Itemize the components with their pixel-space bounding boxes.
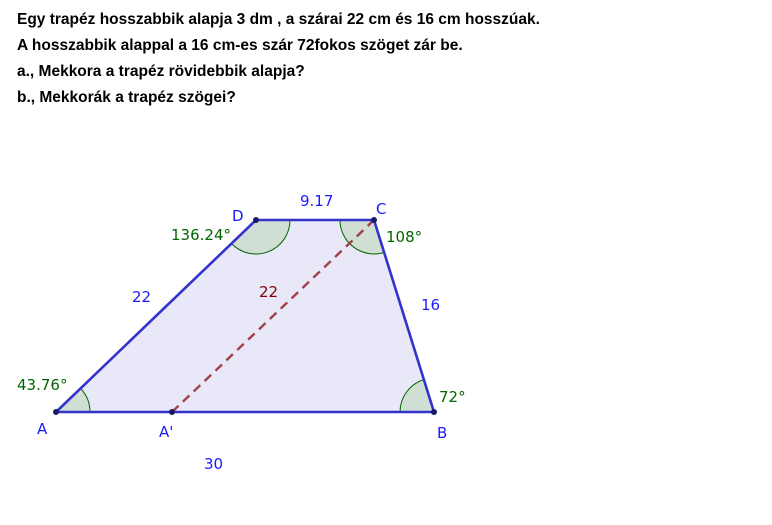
label-A-prime: A' (159, 423, 174, 441)
point-A-prime (169, 409, 175, 415)
problem-line-1: Egy trapéz hosszabbik alapja 3 dm , a szárai 22 cm és 16 cm hosszúak. (17, 11, 540, 28)
problem-line-3: a., Mekkora a trapéz rövidebbik alapja? (17, 63, 305, 80)
angle-label-D: 136.24° (171, 226, 231, 244)
label-C: C (376, 200, 387, 218)
angle-label-C: 108° (386, 228, 423, 246)
length-DC: 9.17 (300, 192, 334, 210)
point-A (53, 409, 59, 415)
label-D: D (232, 207, 244, 225)
point-D (253, 217, 259, 223)
angle-label-A: 43.76° (17, 376, 68, 394)
problem-line-4: b., Mekkorák a trapéz szögei? (17, 89, 236, 106)
length-AD: 22 (132, 288, 152, 306)
length-BC: 16 (421, 296, 441, 314)
label-B: B (437, 424, 448, 442)
angle-label-B: 72° (439, 388, 466, 406)
length-AB: 30 (204, 455, 224, 473)
problem-line-2: A hosszabbik alappal a 16 cm-es szár 72fokos szöget zár be. (17, 37, 463, 54)
length-A-prime-C: 22 (259, 283, 279, 301)
point-B (431, 409, 437, 415)
label-A: A (37, 420, 48, 438)
